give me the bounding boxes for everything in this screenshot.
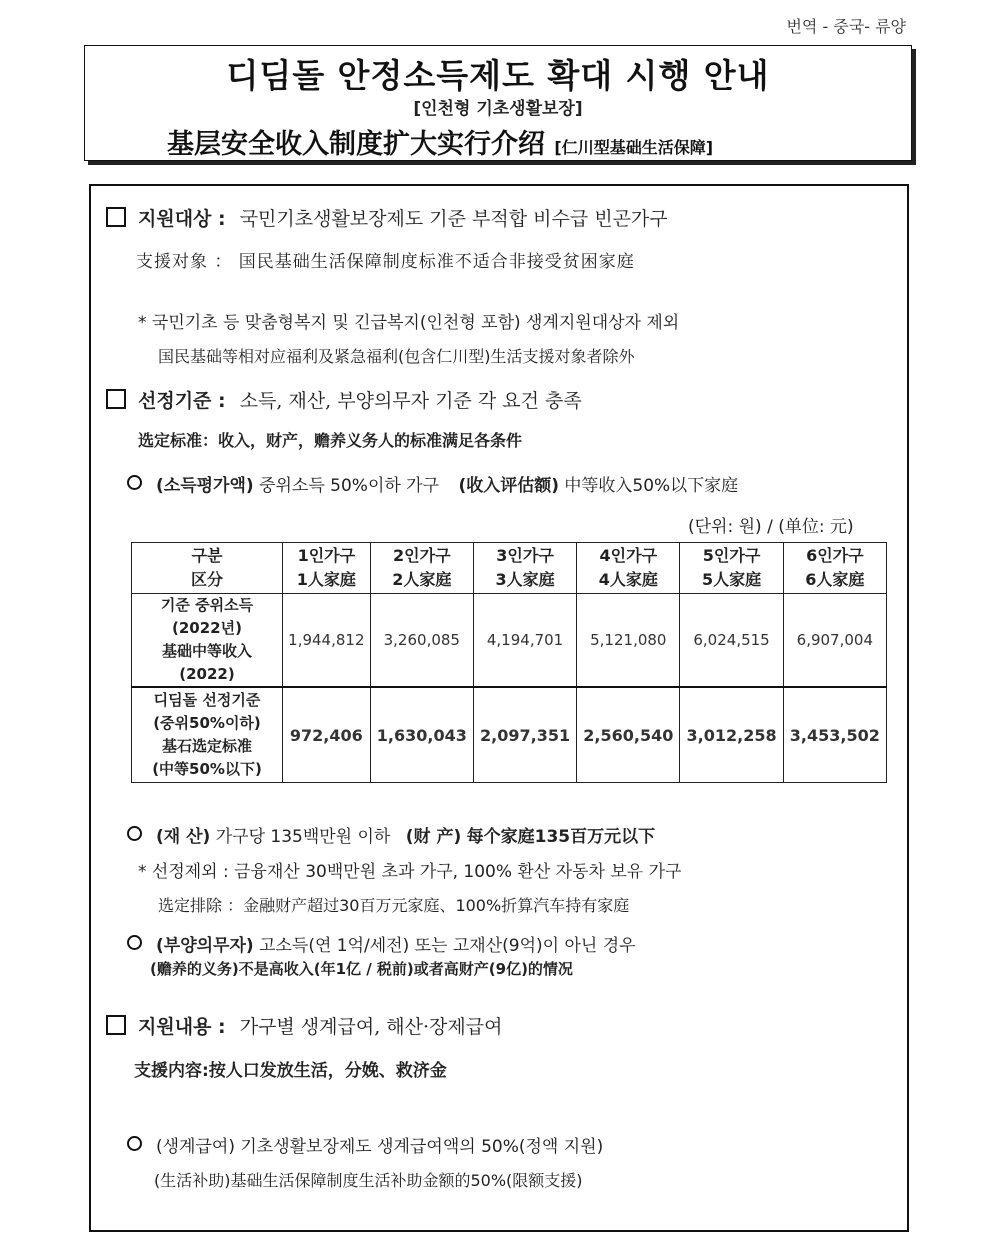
section-criteria xyxy=(106,386,582,413)
title-zh: 基层安全收入制度扩大实行介绍 xyxy=(167,129,545,160)
col-ko: 4인가구 xyxy=(599,546,658,565)
property-label: (재 산) xyxy=(156,827,211,847)
col-ko: 2인가구 xyxy=(393,546,451,565)
dependent-label: (부양의무자) xyxy=(156,936,254,956)
header-cell xyxy=(473,543,576,594)
table-cell: 972,406 xyxy=(283,687,371,783)
row-label-line: (2022) xyxy=(179,665,235,683)
checkbox-icon xyxy=(106,389,126,409)
property-zh-label: (财 产) xyxy=(405,827,462,847)
page-subtitle: [인천형 기초생활보장] xyxy=(413,99,583,119)
circle-bullet-icon xyxy=(127,826,142,841)
title-box xyxy=(84,45,912,161)
target-text-zh: 支援对象 ： 国民基础生活保障制度标准不适合非接受贫困家庭 xyxy=(136,252,635,272)
income-label: (소득평가액) xyxy=(156,476,254,496)
col-zh: 5人家庭 xyxy=(701,570,762,589)
row-label xyxy=(132,594,283,688)
living-zh: (生活补助)基础生活保障制度生活补助金额的50%(限额支援) xyxy=(154,1171,583,1190)
row-label-line: 基石选定标准 xyxy=(161,737,252,755)
circle-bullet-icon xyxy=(127,1136,142,1151)
table-cell: 1,944,812 xyxy=(283,594,371,688)
col-ko: 6인가구 xyxy=(806,546,864,565)
col-ko: 3인가구 xyxy=(496,546,554,565)
target-note-zh: 国民基础等相对应福利及紧急福利(包含仁川型)生活支援对象者除外 xyxy=(158,347,635,366)
table-cell: 4,194,701 xyxy=(473,594,576,688)
col-zh: 3人家庭 xyxy=(495,570,555,589)
unit-note: (단위: 원) / (单位: 元) xyxy=(688,517,854,537)
target-note-ko: * 국민기초 등 맞춤형복지 및 긴급복지(인천형 포함) 생계지원대상자 제외 xyxy=(138,313,680,333)
target-label: 지원대상 : xyxy=(138,208,226,230)
table-cell: 3,012,258 xyxy=(680,687,783,783)
row-label-line: (中等50%以下) xyxy=(152,760,262,778)
income-zh: 中等收入50%以下家庭 xyxy=(564,476,739,496)
dependent-zh: (赡养的义务)不是高收入(年1亿 / 税前)或者高财产(9亿)的情况 xyxy=(150,960,573,978)
row-label-line: (2022년) xyxy=(172,619,242,637)
criteria-text-zh: 选定标准：收入，财产，赡养义务人的标准满足各条件 xyxy=(138,431,523,450)
table-row xyxy=(132,594,887,688)
table-cell: 6,907,004 xyxy=(783,594,886,688)
table-cell: 3,260,085 xyxy=(370,594,473,688)
property-line xyxy=(127,822,655,847)
row-label-line: 基础中等收入 xyxy=(161,642,252,660)
section-support xyxy=(106,1012,502,1039)
dependent-ko: 고소득(연 1억/세전) 또는 고재산(9억)이 아닌 경우 xyxy=(259,936,636,956)
circle-bullet-icon xyxy=(127,935,142,950)
header-label-zh: 区分 xyxy=(190,570,223,589)
support-text-ko: 가구별 생계급여, 해산·장제급여 xyxy=(239,1016,503,1038)
living-ko: (생계급여) 기초생활보장제도 생계급여액의 50%(정액 지원) xyxy=(156,1137,604,1157)
target-text-ko: 국민기초생활보장제도 기준 부적합 비수급 빈곤가구 xyxy=(239,208,668,230)
table-cell: 1,630,043 xyxy=(370,687,473,783)
income-line xyxy=(127,471,738,496)
col-zh: 1人家庭 xyxy=(296,570,356,589)
table-header-row xyxy=(132,543,887,594)
criteria-text-ko: 소득, 재산, 부양의무자 기준 각 요건 충족 xyxy=(239,390,582,412)
table-cell: 2,560,540 xyxy=(577,687,680,783)
header-cell xyxy=(783,543,886,594)
table-cell: 6,024,515 xyxy=(680,594,783,688)
property-zh: 每个家庭135百万元以下 xyxy=(466,827,656,847)
header-cell xyxy=(680,543,783,594)
row-label-line: 기준 중위소득 xyxy=(160,596,254,614)
checkbox-icon xyxy=(106,207,126,227)
support-label: 지원내용 : xyxy=(138,1016,226,1038)
income-table xyxy=(131,542,887,783)
col-zh: 2人家庭 xyxy=(392,570,452,589)
checkbox-icon xyxy=(106,1015,126,1035)
header-cell xyxy=(283,543,371,594)
circle-bullet-icon xyxy=(127,475,142,490)
header-cell xyxy=(370,543,473,594)
header-cell xyxy=(132,543,283,594)
table-row xyxy=(132,687,887,783)
criteria-label: 선정기준 : xyxy=(138,390,226,412)
income-zh-label: (收入评估额) xyxy=(458,476,559,496)
row-label-line: (중위50%이하) xyxy=(153,714,261,732)
support-text-zh: 支援内容:按人口发放生活，分娩、救济金 xyxy=(134,1061,447,1081)
row-label xyxy=(132,687,283,783)
property-ko: 가구당 135백만원 이하 xyxy=(215,827,391,847)
table-cell: 2,097,351 xyxy=(473,687,576,783)
col-zh: 4人家庭 xyxy=(598,570,658,589)
living-line xyxy=(127,1132,603,1157)
table-cell: 5,121,080 xyxy=(577,594,680,688)
property-note-ko: * 선정제외 : 금융재산 30백만원 초과 가구, 100% 환산 자동차 보유 가구 xyxy=(138,862,682,882)
property-note-zh: 选定排除 ：金融财产超过30百万元家庭、100%折算汽车持有家庭 xyxy=(158,896,630,915)
col-ko: 5인가구 xyxy=(702,546,761,565)
row-label-line: 디딤돌 선정기준 xyxy=(153,691,261,709)
table-cell: 3,453,502 xyxy=(783,687,886,783)
subtitle-zh: [仁川型基础生活保障] xyxy=(554,138,714,157)
dependent-line xyxy=(127,931,636,956)
header-cell xyxy=(577,543,680,594)
page-title: 디딤돌 안정소득제도 확대 시행 안내 xyxy=(226,56,770,95)
page-title-chinese xyxy=(167,122,713,161)
section-target xyxy=(106,204,668,231)
header-label-ko: 구분 xyxy=(191,546,223,565)
col-zh: 6人家庭 xyxy=(805,570,865,589)
translator-note: 번역 - 중국- 류양 xyxy=(786,17,906,36)
col-ko: 1인가구 xyxy=(297,546,356,565)
income-ko: 중위소득 50%이하 가구 xyxy=(259,476,440,496)
